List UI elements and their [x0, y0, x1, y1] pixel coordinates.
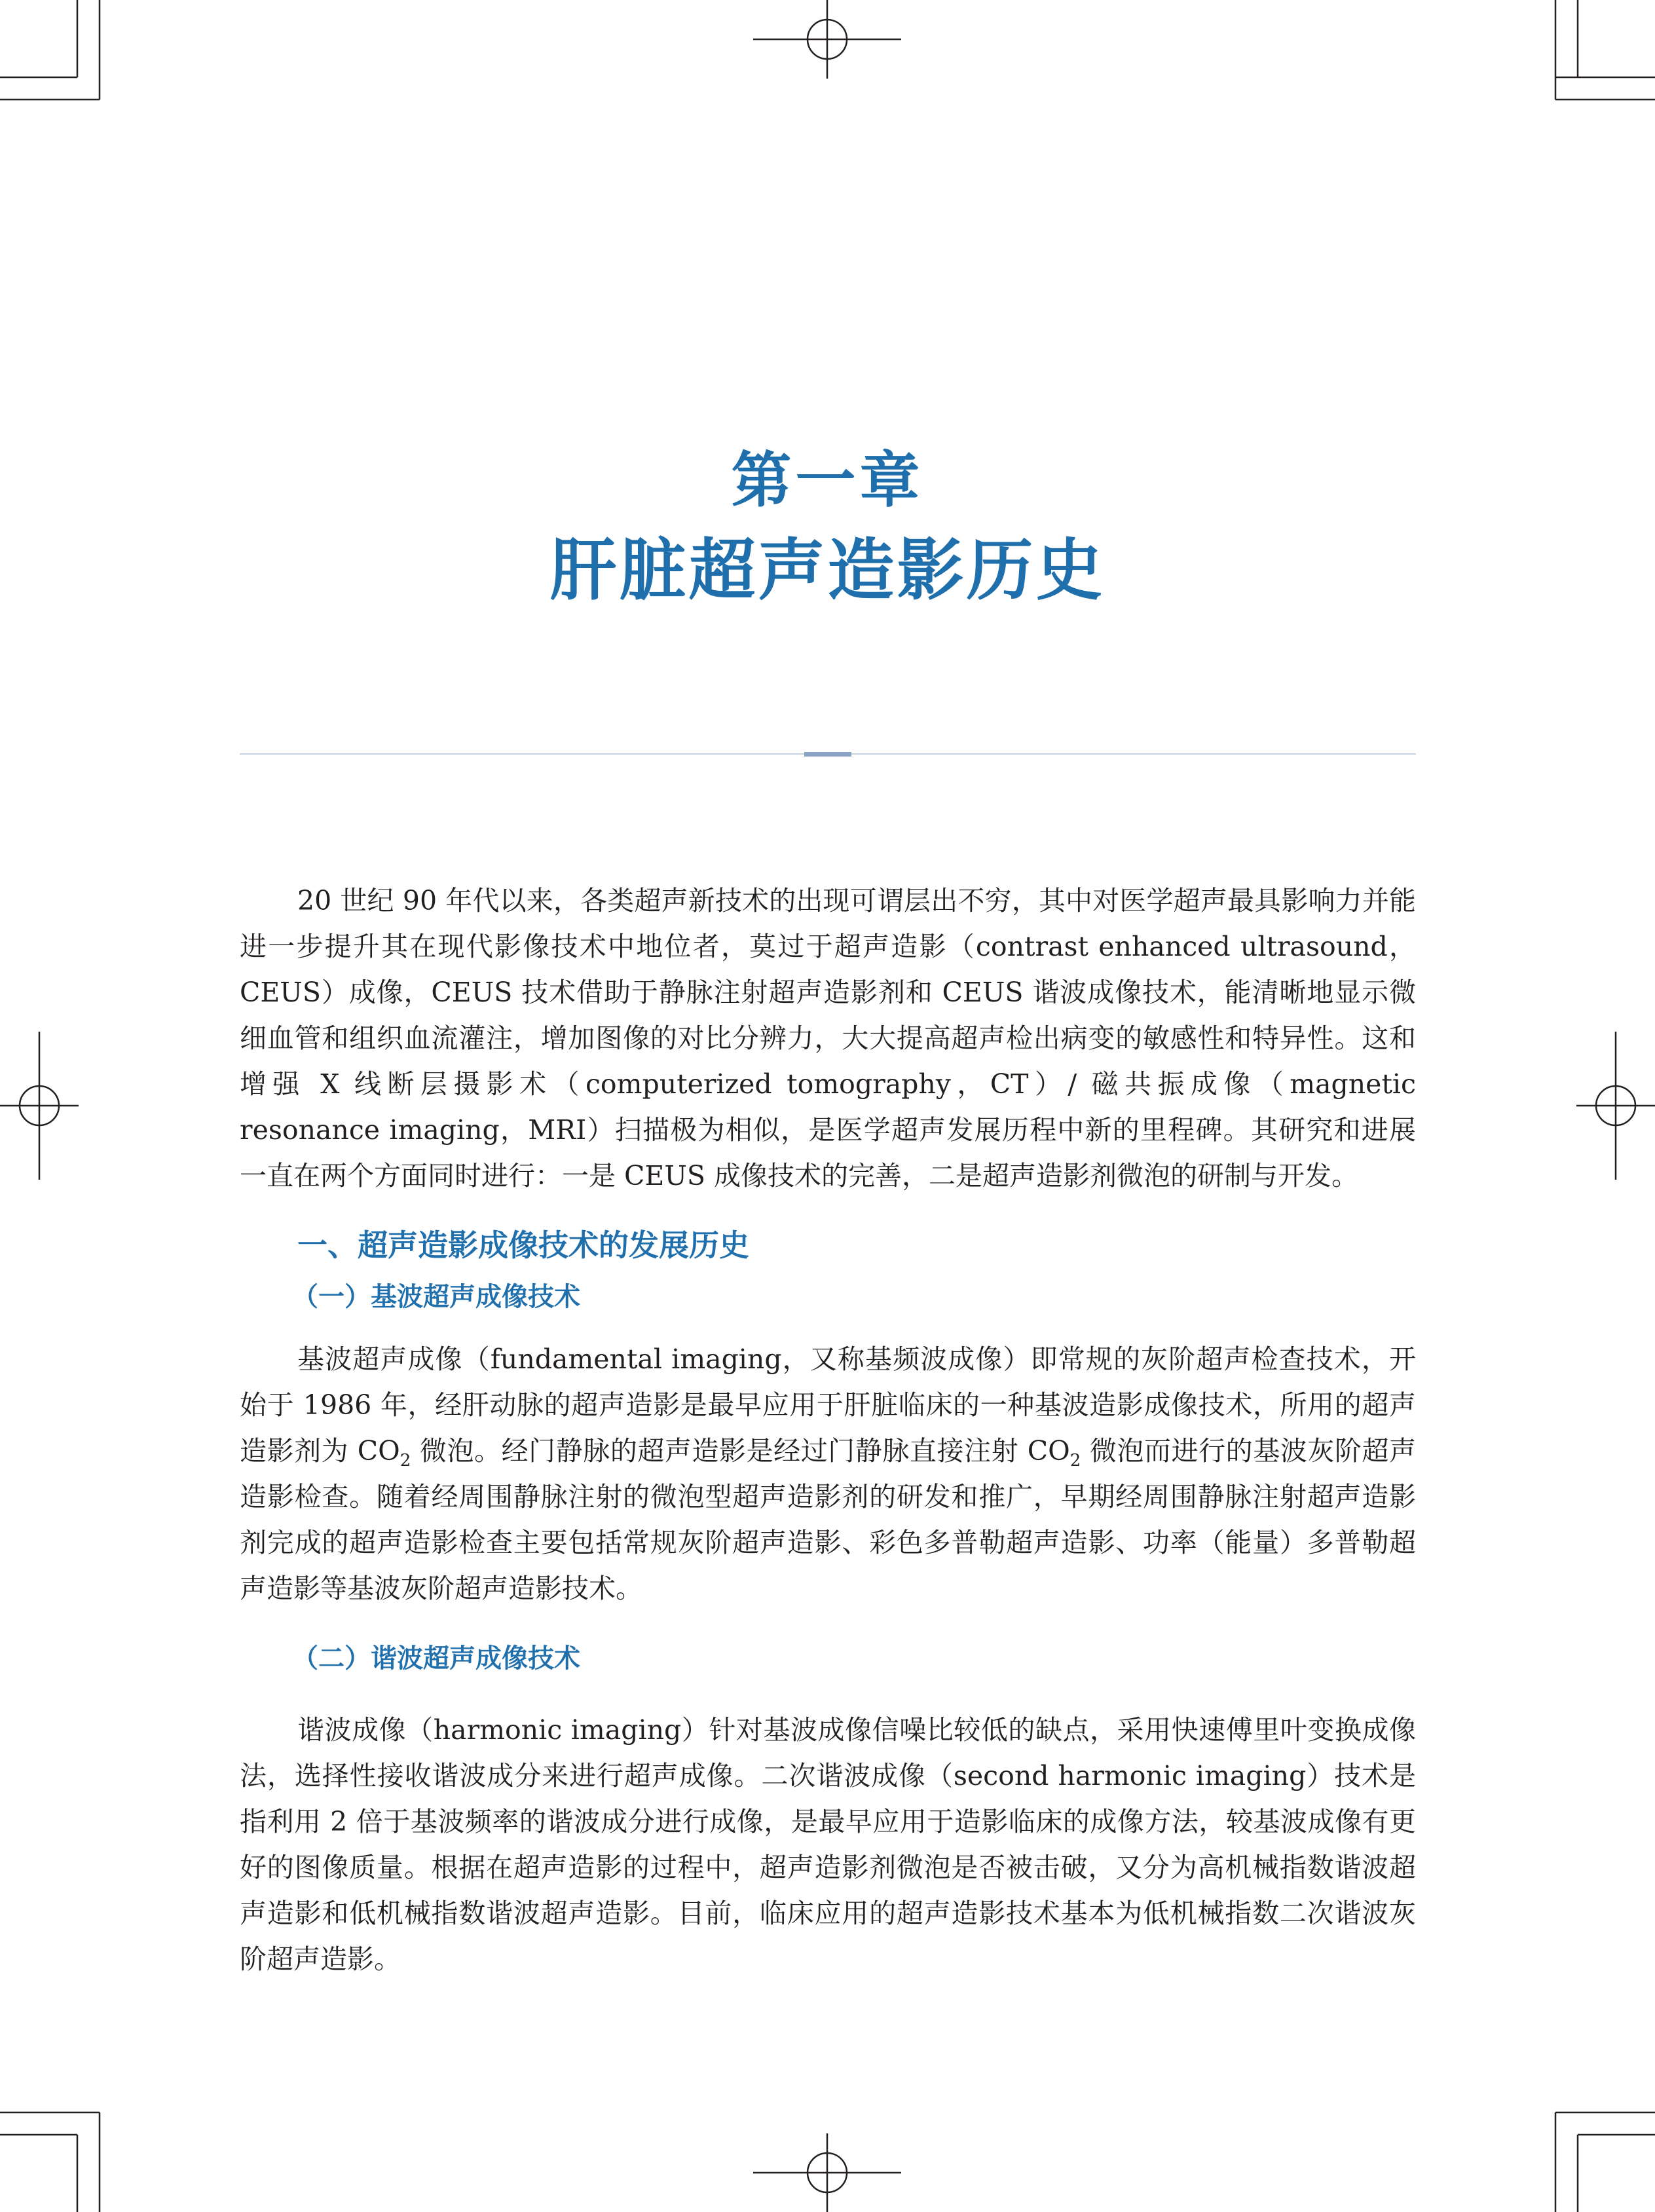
chapter-title: 肝脏超声造影历史: [549, 531, 1106, 610]
fundamental-text-b: 微泡。经门静脉的超声造影是经过门静脉直接注射 CO: [411, 1435, 1070, 1467]
section-heading: 一、超声造影成像技术的发展历史: [297, 1228, 749, 1263]
chapter-label: 第一章: [731, 445, 924, 516]
subscript-2: 2: [400, 1451, 411, 1471]
subscript-2: 2: [1069, 1451, 1081, 1471]
harmonic-paragraph-block: [240, 1707, 1416, 1982]
fundamental-text-a: 基波超声成像（fundamental imaging，又称基频波成像）即常规的灰阶超声检查技术，开始于 1986 年，经肝动脉的超声造影是最早应用于肝脏临床的一种基波造影成像技术，所用的超声造影剂为 CO: [240, 1343, 1416, 1467]
harmonic-paragraph: 谐波成像（harmonic imaging）针对基波成像信噪比较低的缺点，采用快速傅里叶变换成像法，选择性接收谐波成分来进行超声成像。二次谐波成像（second harmonic imaging）技术是指利用 2 倍于基波频率的谐波成分进行成像，是最早应用于造影临床的成像方法，较基波成像有更好的图像质量。根据在超声造影的过程中，超声造影剂微泡是否被击破，又分为高机械指数谐波超声造影和低机械指数谐波超声造影。目前，临床应用的超声造影技术基本为低机械指数二次谐波灰阶超声造影。: [240, 1714, 1416, 1975]
subsection-heading-fundamental: （一）基波超声成像技术: [292, 1282, 580, 1312]
intro-paragraph: 20 世纪 90 年代以来，各类超声新技术的出现可谓层出不穷，其中对医学超声最具影响力并能进一步提升其在现代影像技术中地位者，莫过于超声造影（contrast enhanced ultrasound，CEUS）成像，CEUS 技术借助于静脉注射超声造影剂和 CEUS 谐波成像技术，能清晰地显示微细血管和组织血流灌注，增加图像的对比分辨力，大大提高超声检出病变的敏感性和特异性。这和增强 X 线断层摄影术（computerized tomography，CT）/ 磁共振成像（magnetic resonance imaging，MRI）扫描极为相似，是医学超声发展历程中新的里程碑。其研究和进展一直在两个方面同时进行：一是 CEUS 成像技术的完善，二是超声造影剂微泡的研制与开发。: [240, 885, 1416, 1191]
fundamental-paragraph: [240, 1336, 1416, 1611]
intro-paragraph-block: [240, 878, 1416, 1199]
divider-accent: [804, 752, 851, 757]
fundamental-paragraph-block: [240, 1336, 1416, 1611]
fundamental-text-c: 微泡而进行的基波灰阶超声造影检查。随着经周围静脉注射的微泡型超声造影剂的研发和推广，早期经周围静脉注射超声造影剂完成的超声造影检查主要包括常规灰阶超声造影、彩色多普勒超声造影、功率（能量）多普勒超声造影等基波灰阶超声造影技术。: [240, 1435, 1416, 1604]
subsection-heading-harmonic: （二）谐波超声成像技术: [292, 1643, 580, 1674]
